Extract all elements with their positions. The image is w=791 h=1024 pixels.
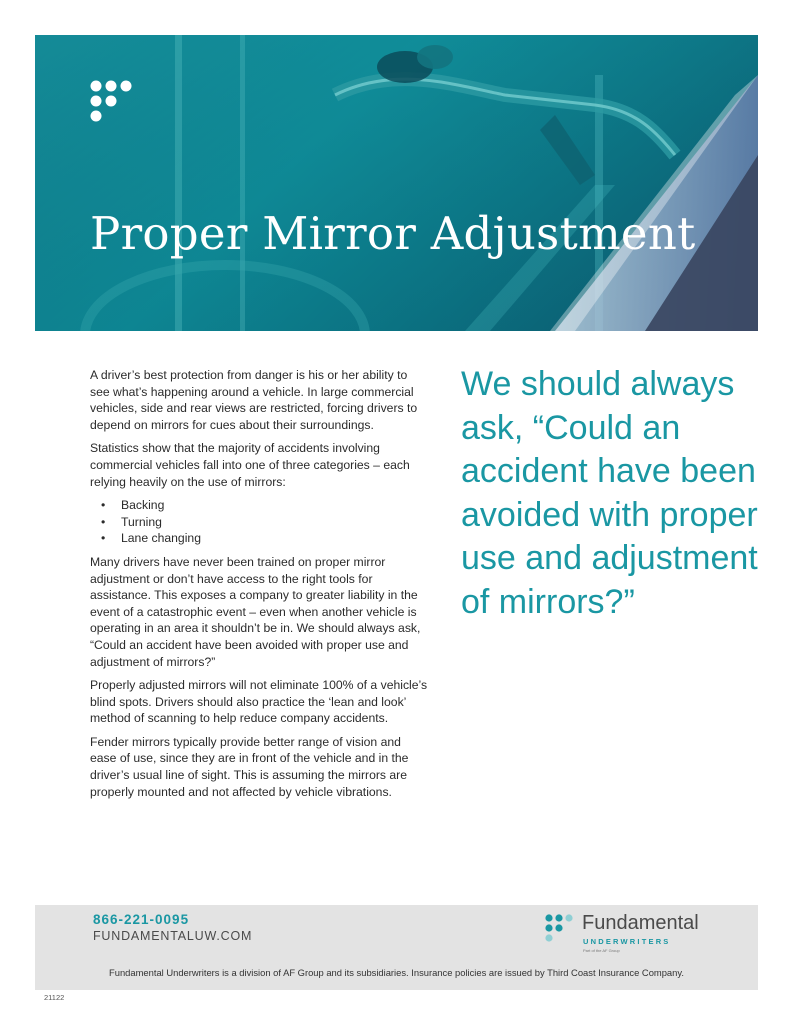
pull-quote: We should always ask, “Could an accident have been avoided with proper use and adjustment of mirrors?” — [461, 365, 758, 621]
brand-name: Fundamental — [582, 912, 699, 934]
hero-banner — [35, 35, 758, 331]
footer — [35, 905, 758, 990]
document-code: 21122 — [44, 993, 65, 1002]
disclaimer: Fundamental Underwriters is a division of AF Group and its subsidiaries. Insurance policies are issued by Third Coast Insurance Company. — [109, 967, 684, 978]
body-text-column — [90, 367, 430, 807]
website-link[interactable]: FUNDAMENTALUW.COM — [93, 929, 253, 943]
list-item: • Backing — [121, 497, 430, 514]
brand-dots-icon — [545, 914, 577, 946]
brand-subtitle: UNDERWRITERS — [583, 937, 671, 946]
phone-number[interactable]: 866-221-0095 — [93, 912, 190, 927]
accident-categories-list — [90, 497, 430, 547]
footer-brand-logo — [545, 912, 745, 952]
training-paragraph: Many drivers have never been trained on proper mirror adjustment or don’t have access to the right tools for assistance. This exposes a company to greater liability in the event of a catastrophic event – even when another vehicle is operating in an area it shouldn’t be in. We should always ask, “Could an accident have been avoided with proper use and adjustment of mirrors?” — [90, 554, 421, 669]
intro-paragraph: A driver’s best protection from danger is his or her ability to see what’s happening around a vehicle. In large commercial vehicles, side and rear views are restricted, forcing drivers to depend on mirrors for cues about their surroundings. — [90, 368, 418, 432]
page-title: Proper Mirror Adjustment — [90, 207, 696, 260]
blind-spots-paragraph: Properly adjusted mirrors will not eliminate 100% of a vehicle’s blind spots. Drivers should also practice the ‘lean and look’ method of scanning to help reduce company accidents. — [90, 678, 428, 726]
list-item: • Lane changing — [121, 530, 430, 547]
brand-tagline: Part of the AF Group — [583, 948, 620, 953]
fender-mirrors-paragraph: Fender mirrors typically provide better range of vision and ease of use, since they are in front of the vehicle and in the driver’s usual line of sight. This is assuming the mirrors are properly mounted and not affected by vehicle vibrations. — [90, 734, 409, 799]
brand-logo-icon — [90, 80, 134, 124]
statistics-paragraph: Statistics show that the majority of accidents involving commercial vehicles fall into one of three categories – each relying heavily on the use of mirrors: — [90, 441, 410, 489]
list-item: • Turning — [121, 514, 430, 531]
hero-background-image — [35, 35, 758, 331]
